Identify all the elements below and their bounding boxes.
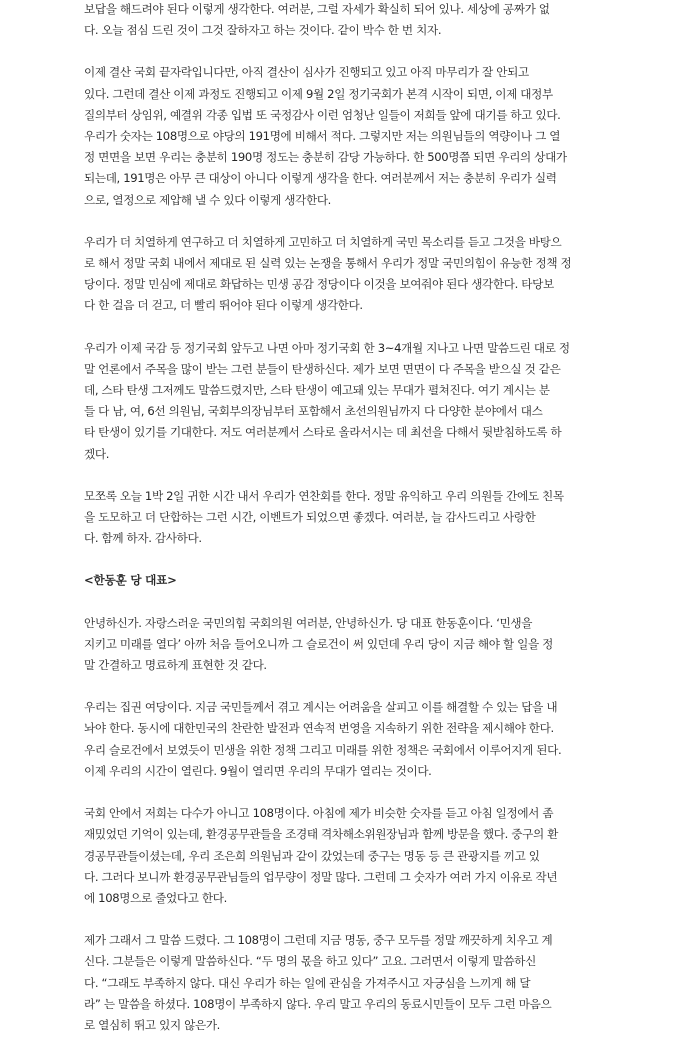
text-line: 정 면면을 보면 우리는 충분히 190명 정도는 충분히 감당 가능하다. 한 500명쯤 되면 우리의 상대가 bbox=[84, 150, 567, 165]
text-line: 되는데, 191명은 아무 큰 대상이 아니다 이렇게 생각을 한다. 여러분께서 저는 충분히 우리가 실력 bbox=[84, 171, 557, 186]
text-line: 을 도모하고 더 단합하는 그런 시간, 이벤트가 되었으면 좋겠다. 여러분, 늘 감사드리고 사랑한 bbox=[84, 510, 536, 525]
paragraph-closing-remarks bbox=[84, 0, 624, 41]
text-line: 국회 안에서 저희는 다수가 아니고 108명이다. 아침에 제가 비슷한 숫자를 듣고 아침 일정에서 좀 bbox=[84, 806, 554, 821]
text-line: 질의부터 상임위, 예결위 각종 입법 또 국정감사 이런 엄청난 일들이 저희들 앞에 대기를 하고 있다. bbox=[84, 107, 561, 122]
text-line: 에 108명으로 줄었다고 한다. bbox=[84, 890, 227, 905]
text-line: 이제 결산 국회 끝자락입니다만, 아직 결산이 심사가 진행되고 있고 아직 마무리가 잘 안되고 bbox=[84, 65, 529, 80]
text-line: 있다. 그런데 결산 이제 과정도 진행되고 이제 9월 2일 정기국회가 본격 시작이 되면, 이제 대정부 bbox=[84, 86, 553, 101]
text-line: 우리가 더 치열하게 연구하고 더 치열하게 고민하고 더 치열하게 국민 목소리를 듣고 그것을 바탕으 bbox=[84, 234, 562, 249]
text-line: 보답을 해드려야 된다 이렇게 생각한다. 여러분, 그럴 자세가 확실히 되어 있나. 세상에 공짜가 없 bbox=[84, 2, 550, 16]
text-line: 다. 함께 하자. 감사하다. bbox=[84, 531, 202, 546]
paragraph-settlement-session bbox=[84, 62, 624, 210]
section-heading: <한동훈 당 대표> bbox=[84, 573, 177, 588]
text-line: 로 해서 정말 국회 내에서 제대로 된 실력 있는 논쟁을 통해서 우리가 정말 국민의힘이 유능한 정책 정 bbox=[84, 256, 572, 271]
paragraph-greeting bbox=[84, 613, 624, 677]
text-line: 제가 그래서 그 말씀 드렸다. 그 108명이 그런데 지금 명동, 중구 모두를 정말 깨끗하게 치우고 계 bbox=[84, 933, 553, 948]
text-line: 들 다 남, 여, 6선 의원님, 국회부의장님부터 포함해서 초선의원님까지 다 다양한 분야에서 대스 bbox=[84, 404, 543, 419]
text-line: 모쪼록 오늘 1박 2일 귀한 시간 내서 우리가 연찬회를 한다. 정말 유익하고 우리 의원들 간에도 친목 bbox=[84, 488, 564, 503]
text-line: 타 탄생이 있기를 기대한다. 저도 여러분께서 스타로 올라서시는 데 최선을 다해서 뒷받침하도록 하 bbox=[84, 425, 562, 440]
text-line: 놔야 한다. 동시에 대한민국의 찬란한 발전과 연속적 번영을 지속하기 위한 전략을 제시해야 한다. bbox=[84, 721, 554, 736]
paragraph-star-birth bbox=[84, 338, 624, 465]
text-line: 다 한 걸음 더 걷고, 더 빨리 뛰어야 된다 이렇게 생각한다. bbox=[84, 298, 363, 313]
text-line: 안녕하신가. 자랑스러운 국민의힘 국회의원 여러분, 안녕하신가. 당 대표 한동훈이다. ‘민생을 bbox=[84, 615, 533, 630]
text-line: 데, 스타 탄생 그저께도 말씀드렸지만, 스타 탄생이 예고돼 있는 무대가 펼쳐진다. 여기 계시는 분 bbox=[84, 383, 550, 398]
text-line: 다. “그래도 부족하지 않다. 대신 우리가 하는 일에 관심을 가져주시고 자긍심을 느끼게 해 달 bbox=[84, 975, 531, 990]
text-line: 말 간결하고 명료하게 표현한 것 같다. bbox=[84, 658, 267, 673]
document-body bbox=[84, 0, 624, 1057]
text-line: 신다. 그분들은 이렇게 말씀하신다. “두 명의 몫을 하고 있다” 고요. 그러면서 이렇게 말씀하신 bbox=[84, 954, 536, 969]
text-line: 으로, 열정으로 제압해 낼 수 있다 이렇게 생각한다. bbox=[84, 192, 332, 207]
paragraph-ruling-party bbox=[84, 697, 624, 782]
text-line: 겠다. bbox=[84, 446, 110, 461]
text-line: 로 열심히 뛰고 있지 않은가. bbox=[84, 1017, 221, 1032]
text-line: 우리가 이제 국감 등 정기국회 앞두고 나면 아마 정기국회 한 3~4개월 지나고 나면 말씀드린 대로 정 bbox=[84, 340, 570, 355]
text-line: 우리는 집권 여당이다. 지금 국민들께서 겪고 계시는 어려움을 살피고 이를 해결할 수 있는 답을 내 bbox=[84, 700, 558, 715]
text-line: 말 언론에서 주목을 많이 받는 그런 분들이 탄생하신다. 제가 보면 면면이 다 주목을 받으실 것 같은 bbox=[84, 361, 561, 376]
text-line: 당이다. 정말 민심에 제대로 화답하는 민생 공감 정당이다 이것을 보여줘야 된다 생각한다. 타당보 bbox=[84, 277, 554, 292]
paragraph-policy-party bbox=[84, 232, 624, 317]
text-line: 이제 우리의 시간이 열린다. 9월이 열리면 우리의 무대가 열리는 것이다. bbox=[84, 763, 432, 778]
paragraph-workshop-thanks bbox=[84, 486, 624, 550]
text-line: 다. 오늘 점심 드린 것이 그것 잘하자고 하는 것이다. 같이 박수 한 번 치자. bbox=[84, 23, 442, 38]
text-line: 우리 슬로건에서 보였듯이 민생을 위한 정책 그리고 미래를 위한 정책은 국회에서 이루어지게 된다. bbox=[84, 742, 562, 757]
text-line: 경공무관들이셨는데, 우리 조은희 의원님과 같이 갔었는데 중구는 명동 등 큰 관광지를 끼고 있 bbox=[84, 848, 540, 863]
text-line: 지키고 미래를 열다’ 아까 처음 들어오니까 그 슬로건이 써 있던데 우리 당이 지금 해야 할 일을 정 bbox=[84, 636, 553, 651]
text-line: 우리가 숫자는 108명으로 야당의 191명에 비해서 적다. 그렇지만 저는 의원님들의 역량이나 그 열 bbox=[84, 129, 561, 144]
text-line: 라” 는 말씀을 하셨다. 108명이 부족하지 않다. 우리 말고 우리의 동료시민들이 모두 그런 마음으 bbox=[84, 996, 552, 1011]
paragraph-108-members bbox=[84, 803, 624, 909]
text-line: 다. 그러다 보니까 환경공무관님들의 업무량이 정말 많다. 그런데 그 숫자가 여러 가지 이유로 작년 bbox=[84, 869, 558, 884]
paragraph-environment-workers bbox=[84, 930, 624, 1036]
text-line: 재밌었던 기억이 있는데, 환경공무관들을 조경태 격차해소위원장님과 함께 방문을 했다. 중구의 환 bbox=[84, 827, 559, 842]
